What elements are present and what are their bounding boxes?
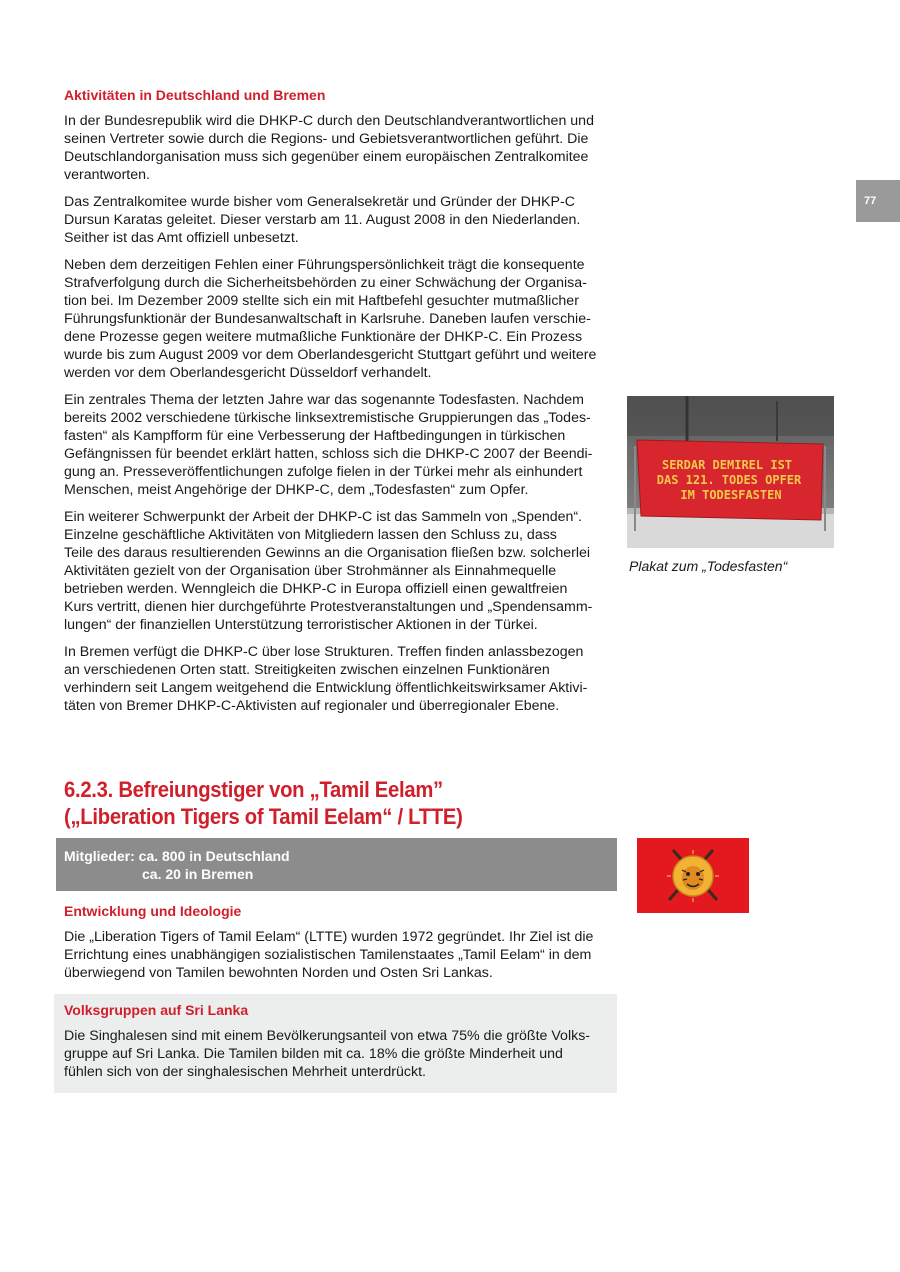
paragraph-4 — [64, 391, 612, 499]
text-line: Einzelne geschäftliche Aktivitäten von Mitgliedern lassen den Schluss zu, dass — [64, 527, 557, 543]
photo-caption: Plakat zum „Todesfasten“ — [629, 558, 788, 574]
banner-line-3: IM TODESFASTEN — [680, 488, 782, 502]
text-line: Dursun Karatas geleitet. Dieser verstarb am 11. August 2008 in den Niederlanden. — [64, 212, 581, 228]
text-line: werden vor dem Oberlandesgericht Düsseldorf verhandelt. — [64, 365, 432, 381]
text-line: Errichtung eines unabhängigen sozialistischen Tamilenstaates „Tamil Eelam“ in dem — [64, 947, 592, 963]
text-line: Die „Liberation Tigers of Tamil Eelam“ (LTTE) wurden 1972 gegründet. Ihr Ziel ist die — [64, 929, 594, 945]
text-line: Ein weiterer Schwerpunkt der Arbeit der DHKP-C ist das Sammeln von „Spenden“. — [64, 509, 583, 525]
text-line: Kurs vertritt, dienen hier durchgeführte Protestveranstaltungen und „Spendensamm- — [64, 599, 593, 615]
text-line: dene Prozesse gegen weitere mutmaßliche Funktionäre der DHKP-C. Ein Prozess — [64, 329, 583, 345]
section-title-ltte — [64, 776, 579, 830]
banner-line-1: SERDAR DEMIREL IST — [661, 458, 793, 472]
text-line: Führungsfunktionär der Bundesanwaltschaft in Karlsruhe. Daneben laufen verschie- — [64, 311, 591, 327]
text-line: lungen“ der finanziellen Unterstützung terroristischer Aktionen in der Türkei. — [64, 617, 538, 633]
section-dhkpc-activities — [64, 86, 612, 724]
info-box-paragraph — [64, 1027, 607, 1081]
paragraph-2 — [64, 193, 612, 247]
text-line: Das Zentralkomitee wurde bisher vom Generalsekretär und Gründer der DHKP-C — [64, 194, 575, 210]
paragraph-5 — [64, 508, 612, 634]
development-paragraph — [64, 928, 612, 982]
text-line: gung an. Presseveröffentlichungen zufolge fielen in der Türkei mehr als einhundert — [64, 464, 583, 480]
text-line: fasten“ als Kampfform für eine Verbesserung der Haftbedingungen in türkischen — [64, 428, 566, 444]
paragraph-1 — [64, 112, 612, 184]
paragraph-6 — [64, 643, 612, 715]
section-heading: Aktivitäten in Deutschland und Bremen — [64, 87, 326, 103]
todesfasten-banner-photo — [627, 396, 834, 548]
text-line: In der Bundesrepublik wird die DHKP-C durch den Deutschlandverantwortlichen und — [64, 113, 594, 129]
paragraph-3 — [64, 256, 612, 382]
text-line: Seither ist das Amt offiziell unbesetzt. — [64, 230, 299, 246]
text-line: Neben dem derzeitigen Fehlen einer Führungspersönlichkeit trägt die konsequente — [64, 257, 585, 273]
text-line: fühlen sich von der singhalesischen Mehrheit unterdrückt. — [64, 1064, 426, 1080]
text-line: Die Singhalesen sind mit einem Bevölkerungsanteil von etwa 75% die größte Volks- — [64, 1028, 591, 1044]
text-line: Strafverfolgung durch die Sicherheitsbehörden zu einer Schwächung der Organisa- — [64, 275, 587, 291]
text-line: an verschiedenen Orten statt. Streitigkeiten zwischen einzelnen Funktionären — [64, 662, 550, 678]
info-box-heading: Volksgruppen auf Sri Lanka — [64, 1002, 249, 1018]
section-development-ideology — [64, 902, 612, 991]
text-line: Gefängnissen für beendet erklärt hatten, schloss sich die DHKP-C 2007 der Beendi- — [64, 446, 593, 462]
text-line: verhindern seit Langem weitgehend die Entwicklung öffentlichkeitswirksamer Aktivi- — [64, 680, 588, 696]
text-line: täten von Bremer DHKP-C-Aktivisten auf regionaler und überregionaler Ebene. — [64, 698, 560, 714]
section-title-line-2: („Liberation Tigers of Tamil Eelam“ / LTTE) — [64, 804, 463, 829]
text-line: überwiegend von Tamilen bewohnten Norden und Osten Sri Lankas. — [64, 965, 493, 981]
text-line: betrieben werden. Wenngleich die DHKP-C in Europa offiziell einen gewaltfreien — [64, 581, 568, 597]
development-heading: Entwicklung und Ideologie — [64, 903, 242, 919]
members-box — [56, 838, 617, 891]
info-box-sri-lanka — [54, 994, 617, 1093]
text-line: Ein zentrales Thema der letzten Jahre war das sogenannte Todesfasten. Nachdem — [64, 392, 584, 408]
text-line: seinen Vertreter sowie durch die Regions- und Gebietsverantwortlichen geführt. Die — [64, 131, 589, 147]
text-line: In Bremen verfügt die DHKP-C über lose Strukturen. Treffen finden anlassbezogen — [64, 644, 584, 660]
text-line: wurde bis zum August 2009 vor dem Oberlandesgericht Stuttgart geführt und weitere — [64, 347, 597, 363]
text-line: verantworten. — [64, 167, 150, 183]
text-line: gruppe auf Sri Lanka. Die Tamilen bilden mit ca. 18% die größte Minderheit und — [64, 1046, 563, 1062]
text-line: Deutschlandorganisation muss sich gegenüber einem europäischen Zentralkomitee — [64, 149, 589, 165]
members-bremen: ca. 20 in Bremen — [142, 866, 254, 882]
text-line: Aktivitäten gezielt von der Organisation über Strohmänner als Einnahmequelle — [64, 563, 557, 579]
section-title-line-1: 6.2.3. Befreiungstiger von „Tamil Eelam” — [64, 777, 443, 802]
text-line: Menschen, meist Angehörige der DHKP-C, dem „Todesfasten“ zum Opfer. — [64, 482, 529, 498]
members-germany: Mitglieder: ca. 800 in Deutschland — [64, 848, 290, 864]
text-line: Teile des daraus resultierenden Gewinns an die Organisation fließen bzw. solcherlei — [64, 545, 591, 561]
page-number-tab: 77 — [856, 180, 900, 222]
text-line: bereits 2002 verschiedene türkische linksextremistische Gruppierungen das „Todes- — [64, 410, 591, 426]
banner-line-2: DAS 121. TODES OPFER — [656, 473, 802, 487]
ltte-flag-image — [637, 838, 749, 913]
text-line: tion bei. Im Dezember 2009 stellte sich ein mit Haftbefehl gesuchter mutmaßlicher — [64, 293, 579, 309]
